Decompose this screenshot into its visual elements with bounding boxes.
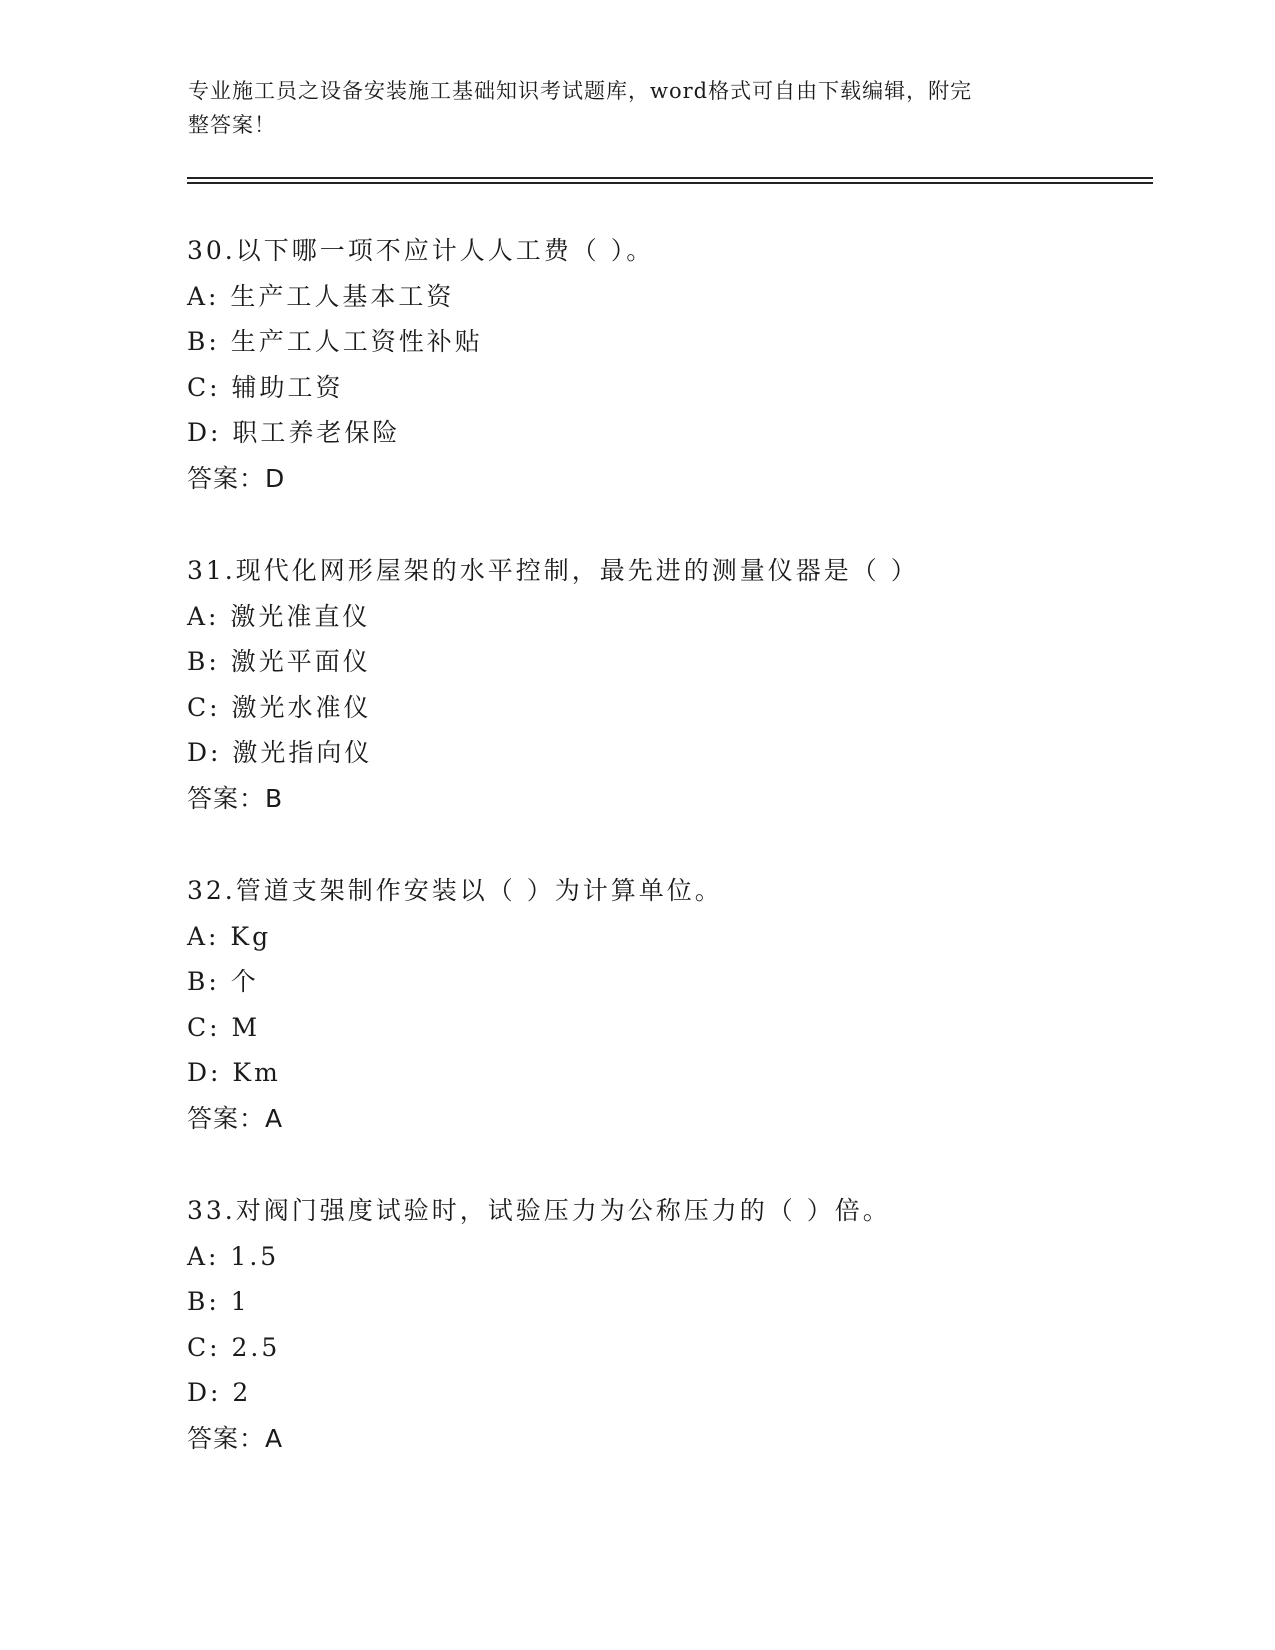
option-d: D: 激光指向仪 <box>187 738 373 767</box>
option-c: C: 2.5 <box>187 1332 281 1362</box>
question-stem: 30.以下哪一项不应计人人工费（ ）。 <box>187 236 655 265</box>
answer-line: 答案：D <box>187 463 286 493</box>
option-a: A: 生产工人基本工资 <box>187 281 455 311</box>
option-d: D: 2 <box>187 1378 252 1407</box>
option-b: B: 激光平面仪 <box>187 647 371 676</box>
question-stem: 32.管道支架制作安装以（ ）为计算单位。 <box>187 876 723 905</box>
header-divider-top <box>187 177 1153 179</box>
option-c: C: M <box>187 1012 261 1042</box>
question-33 <box>187 1188 1147 1461</box>
option-a: A: Kg <box>187 921 272 951</box>
header-line-2: 整答案！ <box>188 113 276 137</box>
option-a: A: 1.5 <box>187 1241 280 1271</box>
option-c: C: 辅助工资 <box>187 372 344 402</box>
answer-line: 答案：A <box>187 1423 284 1453</box>
option-d: D: Km <box>187 1058 281 1087</box>
document-header <box>188 74 1068 142</box>
option-b: B: 生产工人工资性补贴 <box>187 327 483 356</box>
question-stem: 31.现代化网形屋架的水平控制，最先进的测量仪器是（ ） <box>187 556 919 585</box>
option-b: B: 1 <box>187 1287 250 1316</box>
option-c: C: 激光水准仪 <box>187 692 372 722</box>
option-b: B: 个 <box>187 967 259 996</box>
question-31 <box>187 548 1147 821</box>
header-line-1: 专业施工员之设备安装施工基础知识考试题库，word格式可自由下载编辑，附完 <box>188 79 973 103</box>
question-30 <box>187 228 1147 501</box>
answer-line: 答案：B <box>187 783 284 813</box>
answer-line: 答案：A <box>187 1103 284 1133</box>
option-a: A: 激光准直仪 <box>187 601 371 631</box>
question-stem: 33.对阀门强度试验时，试验压力为公称压力的（ ）倍。 <box>187 1196 891 1225</box>
option-d: D: 职工养老保险 <box>187 418 401 447</box>
question-32 <box>187 868 1147 1141</box>
header-divider-bottom <box>187 182 1153 184</box>
